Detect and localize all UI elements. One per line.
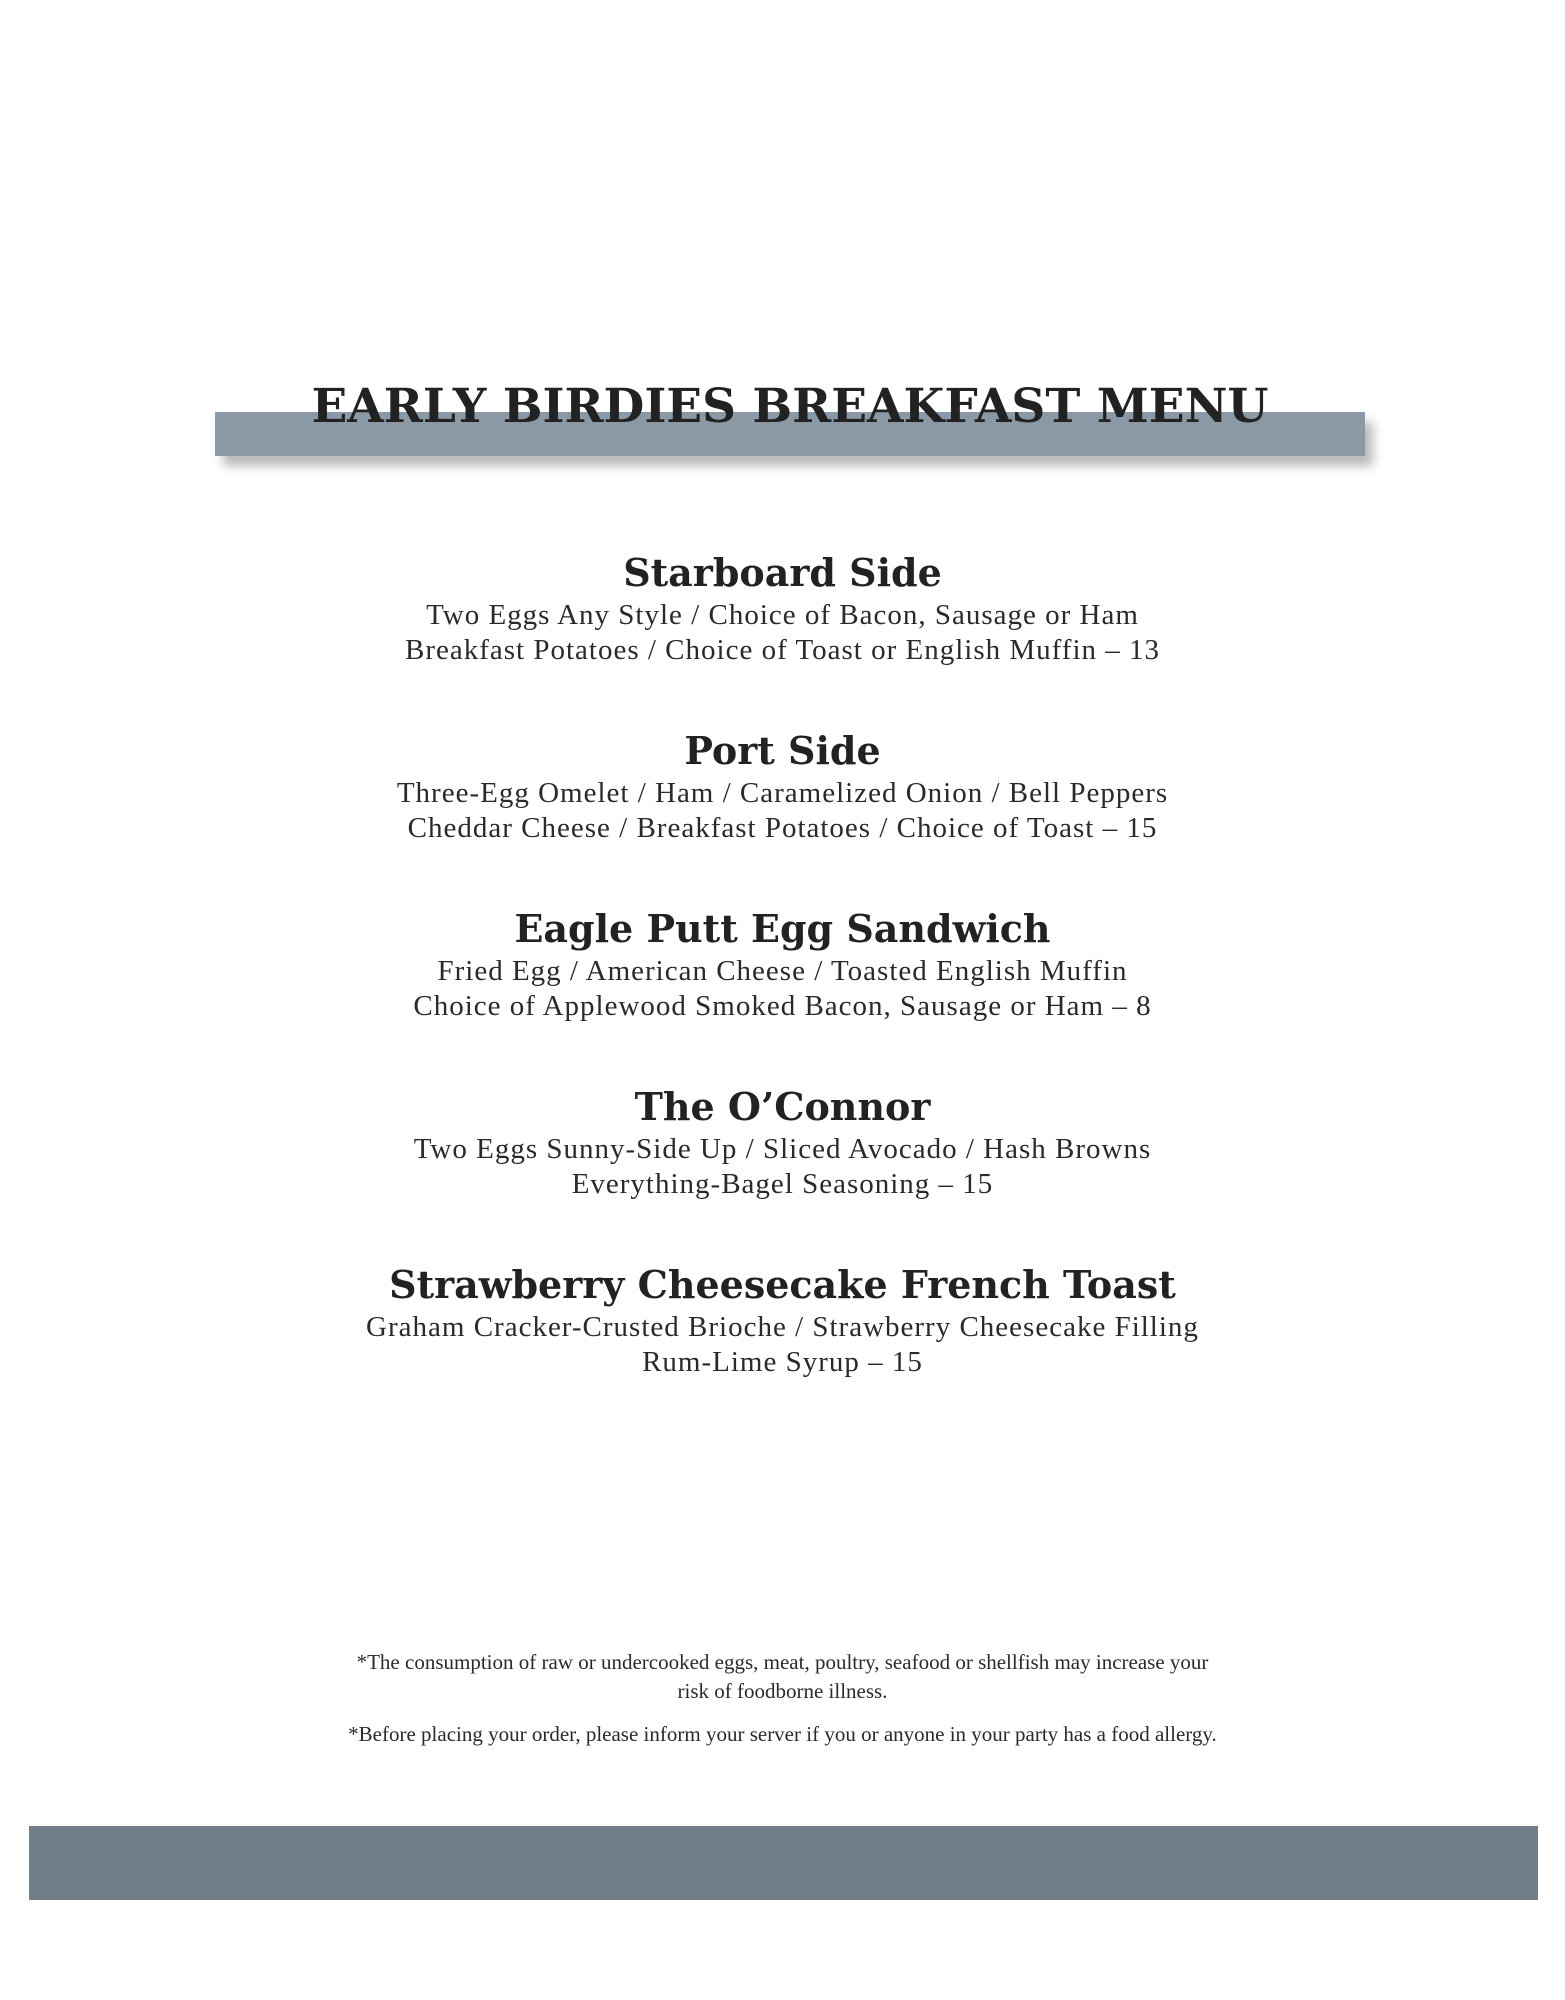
menu-item — [0, 1260, 1565, 1438]
menu-item-description-line: Graham Cracker-Crusted Brioche / Strawberry Cheesecake Filling — [366, 1311, 1199, 1343]
menu-item-description-line: Two Eggs Sunny-Side Up / Sliced Avocado / Hash Browns — [413, 1133, 1152, 1165]
menu-list — [0, 548, 1565, 1438]
raw-food-disclaimer: *The consumption of raw or undercooked eggs, meat, poultry, seafood or shellfish may increase your risk of foodborne illness. — [356, 1650, 1209, 1703]
menu-title-block — [215, 378, 1365, 458]
allergy-disclaimer: *Before placing your order, please inform your server if you or anyone in your party has a food allergy. — [348, 1722, 1217, 1746]
menu-item-description-line: Two Eggs Any Style / Choice of Bacon, Sausage or Ham — [426, 599, 1139, 631]
menu-item-description-line: Cheddar Cheese / Breakfast Potatoes / Choice of Toast – 15 — [407, 812, 1158, 844]
menu-item-name: Starboard Side — [623, 550, 942, 595]
menu-item-name: The O’Connor — [634, 1084, 931, 1129]
footer-bar — [29, 1826, 1538, 1900]
menu-item-name: Strawberry Cheesecake French Toast — [389, 1262, 1176, 1307]
menu-item-description-line: Rum-Lime Syrup – 15 — [642, 1346, 923, 1378]
menu-item — [0, 548, 1565, 726]
menu-item-name: Eagle Putt Egg Sandwich — [514, 906, 1051, 951]
menu-item-description-line: Three-Egg Omelet / Ham / Caramelized Onion / Bell Peppers — [396, 777, 1169, 809]
menu-item — [0, 1082, 1565, 1260]
menu-item-name: Port Side — [684, 728, 881, 773]
menu-item — [0, 726, 1565, 904]
disclaimers — [0, 1648, 1565, 1749]
menu-item-description-line: Breakfast Potatoes / Choice of Toast or English Muffin – 13 — [404, 634, 1161, 666]
menu-item-description-line: Choice of Applewood Smoked Bacon, Sausage or Ham – 8 — [413, 990, 1152, 1022]
menu-title: EARLY BIRDIES BREAKFAST MENU — [311, 379, 1269, 434]
menu-item — [0, 904, 1565, 1082]
menu-item-description-line: Everything-Bagel Seasoning – 15 — [571, 1168, 994, 1200]
menu-item-description-line: Fried Egg / American Cheese / Toasted English Muffin — [437, 955, 1128, 987]
